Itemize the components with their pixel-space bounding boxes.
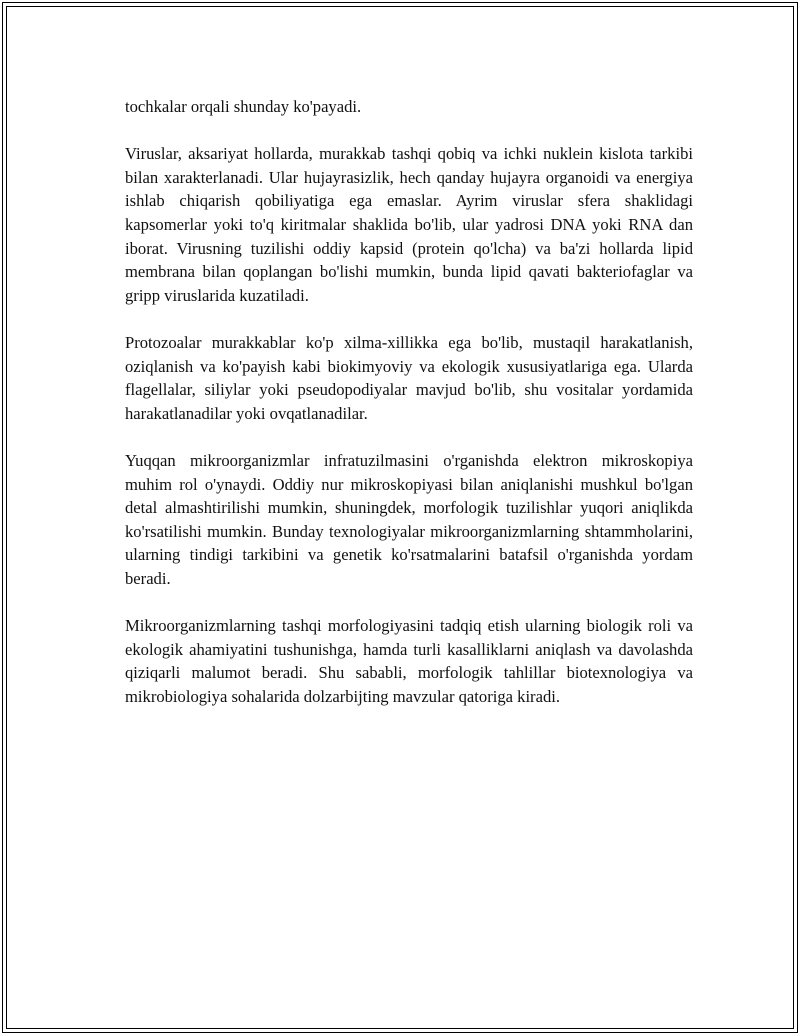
document-body bbox=[125, 95, 693, 732]
paragraph-morphology-conclusion: Mikroorganizmlarning tashqi morfologiyasini tadqiq etish ularning biologik roli va ekologik ahamiyatini tushunishga, hamda turli kasalliklarni aniqlash va davolashda qiziqarli malumot beradi. Shu sababli, morfologik tahlillar biotexnologiya va mikrobiologiya sohalarida dolzarbijting mavzular qatoriga kiradi. bbox=[125, 616, 693, 706]
page-frame bbox=[6, 6, 794, 1029]
paragraph-continuation: tochkalar orqali shunday ko'payadi. bbox=[125, 97, 362, 116]
paragraph-viruses: Viruslar, aksariyat hollarda, murakkab tashqi qobiq va ichki nuklein kislota tarkibi bilan xarakterlanadi. Ular hujayrasizlik, hech qanday hujayra organoidi va energiya ishlab chiqarish qobiliyatiga ega emaslar. Ayrim viruslar sfera shaklidagi kapsomerlar yoki to'q kiritmalar shaklida bo'lib, ular yadrosi DNA yoki RNA dan iborat. Virusning tuzilishi oddiy kapsid (protein qo'lcha) va ba'zi hollarda lipid membrana bilan qoplangan bo'lishi mumkin, bunda lipid qavati bakteriofaglar va gripp viruslarida kuzatiladi. bbox=[125, 144, 693, 305]
paragraph-protozoa: Protozoalar murakkablar ko'p xilma-xillikka ega bo'lib, mustaqil harakatlanish, oziqlanish va ko'payish kabi biokimyoviy va ekologik xususiyatlariga ega. Ularda flagellalar, siliylar yoki pseudopodiyalar mavjud bo'lib, shu vositalar yordamida harakatlanadilar yoki ovqatlanadilar. bbox=[125, 332, 693, 423]
paragraph-electron-microscopy: Yuqqan mikroorganizmlar infratuzilmasini o'rganishda elektron mikroskopiya muhim rol o'ynaydi. Oddiy nur mikroskopiyasi bilan aniqlanishi mushkul bo'lgan detal almashtirilishi mumkin, shuningdek, morfologik tuzilishlar yuqori aniqlikda ko'rsatilishi mumkin. Bunday texnologiyalar mikroorganizmlarning shtammholarini, ularning tindigi tarkibini va genetik ko'rsatmalarini batafsil o'rganishda yordam beradi. bbox=[125, 450, 693, 588]
